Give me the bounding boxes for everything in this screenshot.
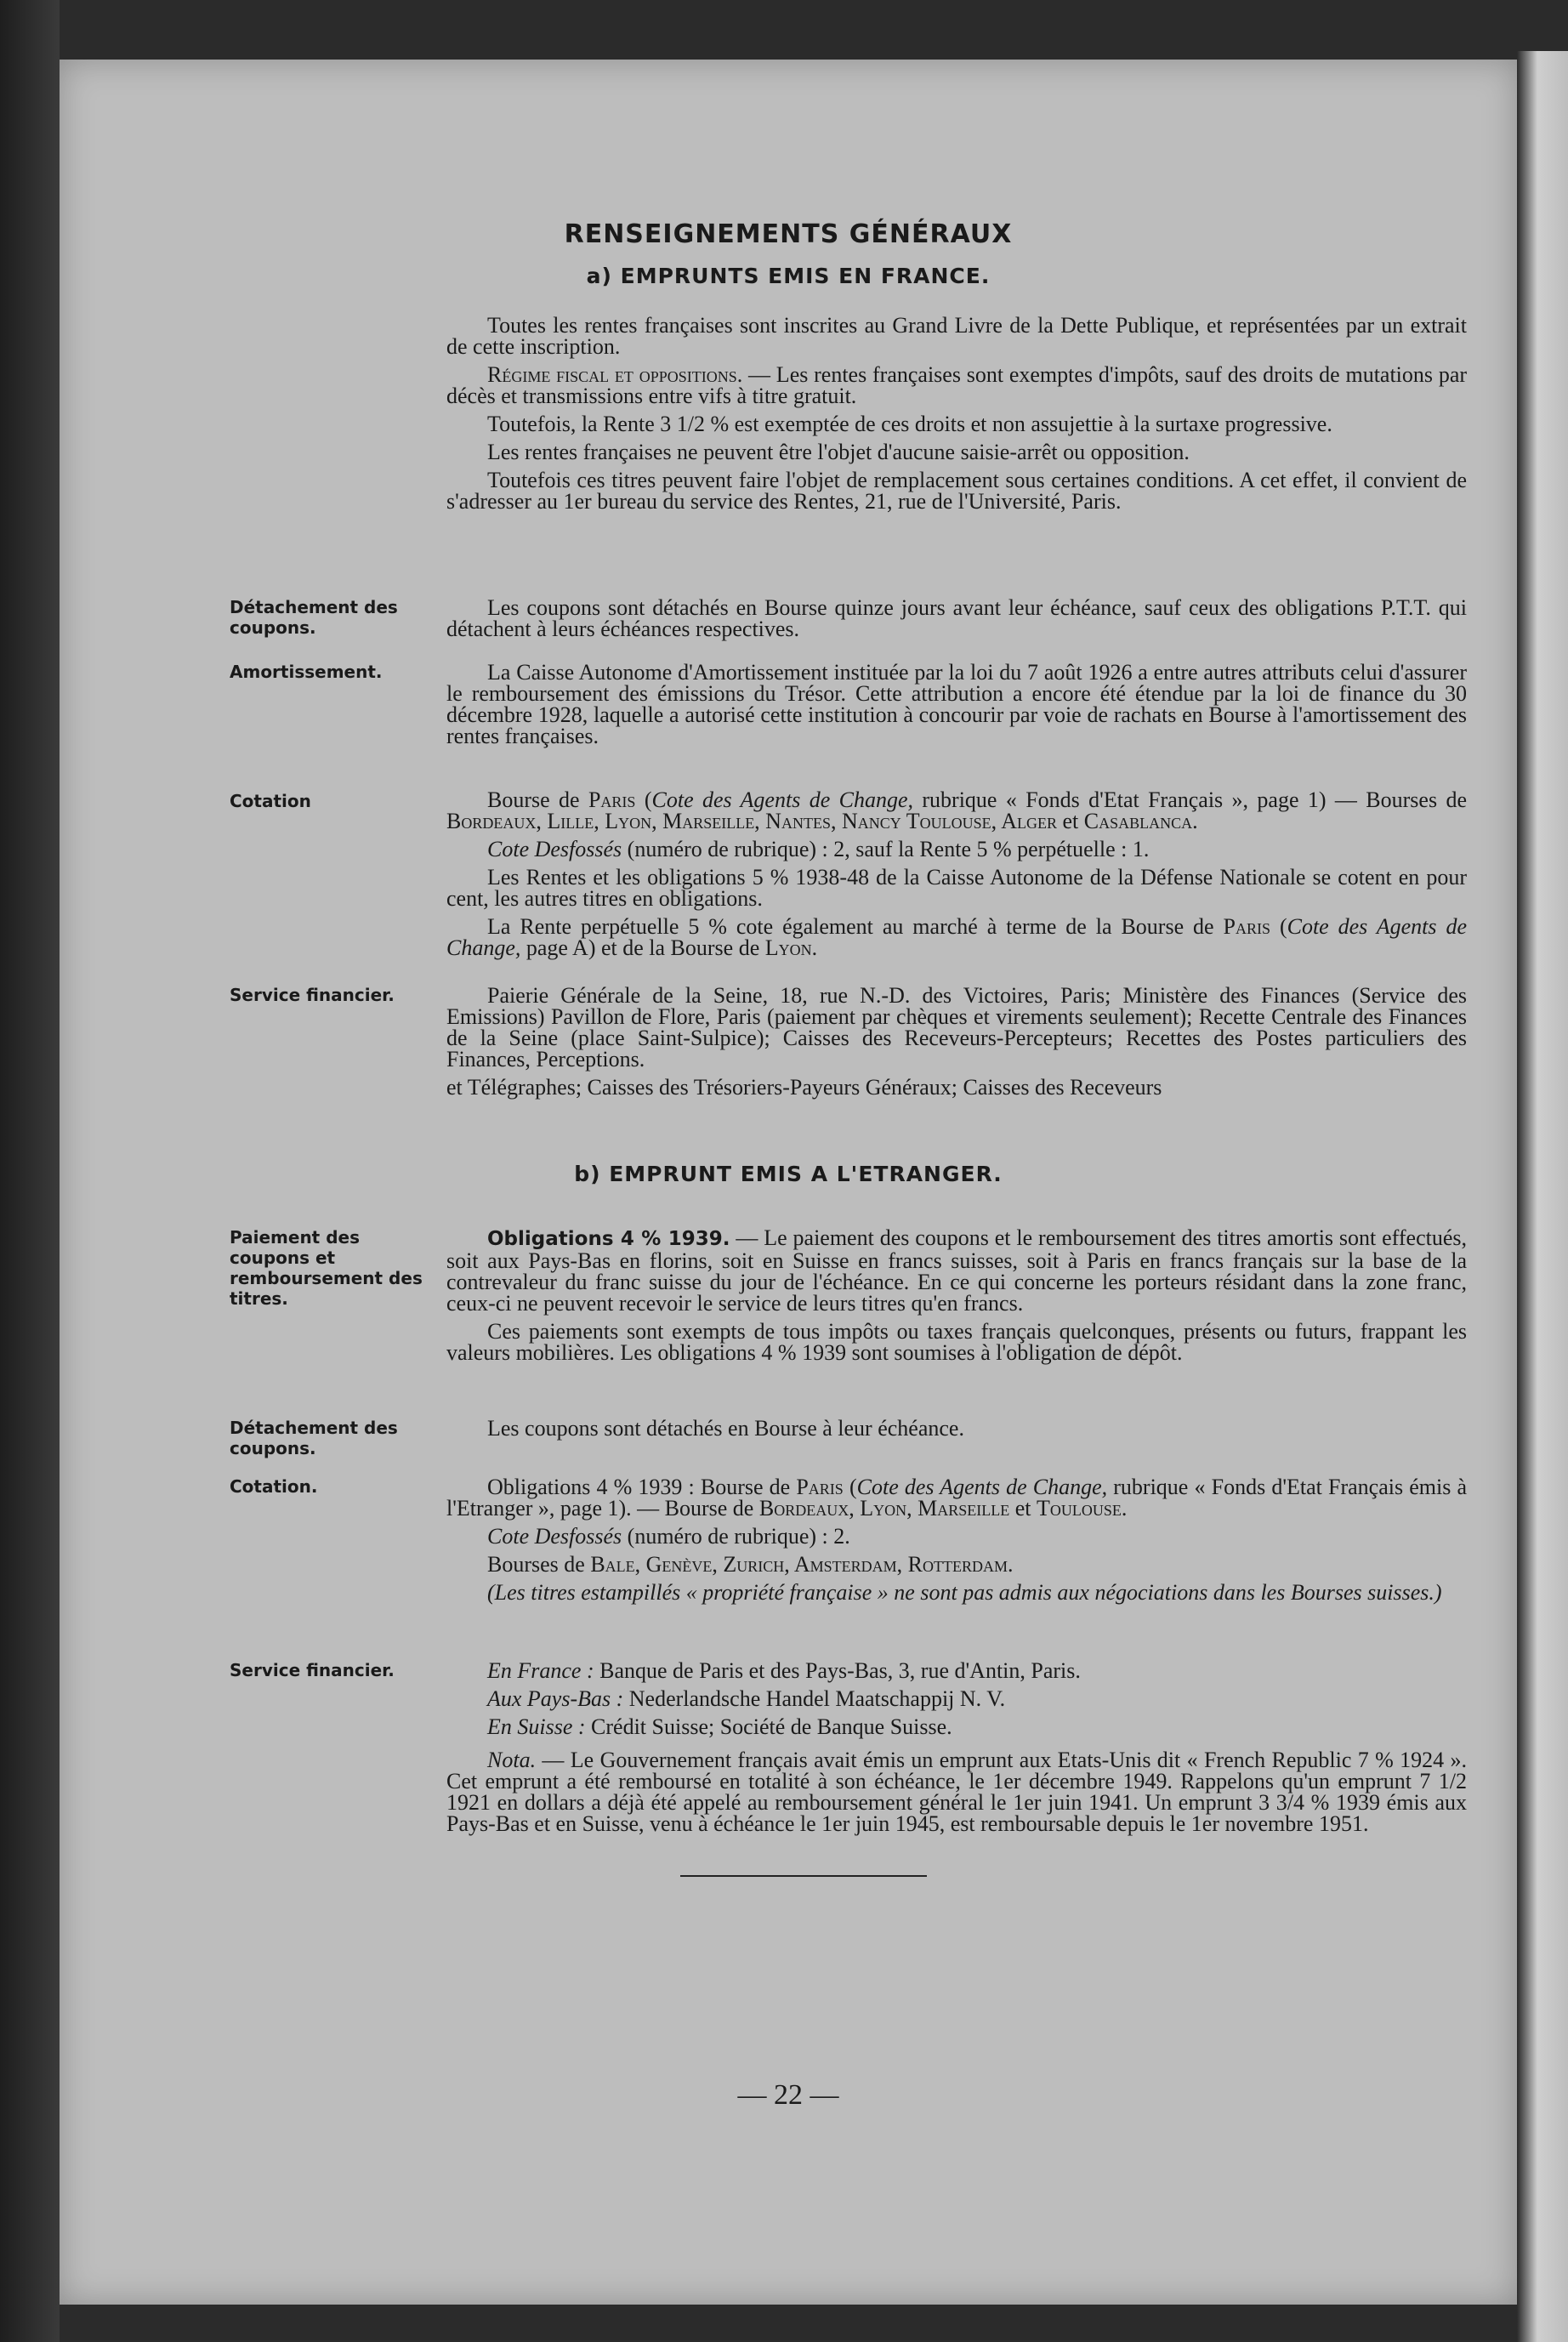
service-b-line-2: Aux Pays-Bas : Nederlandsche Handel Maatschappij N. V.: [487, 1686, 1006, 1711]
paiement-block: [446, 1227, 1467, 1370]
document-page: [60, 60, 1517, 2305]
paiement-title: Obligations 4 % 1939.: [487, 1228, 730, 1250]
regime-label: Régime fiscal et oppositions.: [487, 362, 743, 387]
detachement-a-paragraph: Les coupons sont détachés en Bourse quinze jours avant leur échéance, sauf ceux des obligations P.T.T. qui détachent à leurs échéances respectives.: [446, 595, 1467, 641]
side-label-cotation-a: Cotation: [230, 791, 311, 811]
service-b-line-3: En Suisse : Crédit Suisse; Société de Banque Suisse.: [487, 1714, 952, 1739]
section-b-heading: b) EMPRUNT EMIS A L'ETRANGER.: [574, 1162, 1003, 1186]
toutefois-paragraph-1: Toutefois, la Rente 3 1/2 % est exemptée de ces droits et non assujettie à la surtaxe progressive.: [487, 412, 1332, 436]
detachement-a-block: [446, 597, 1467, 646]
paiement-paragraph-1: Obligations 4 % 1939. — Le paiement des coupons et le remboursement des titres amortis sont effectués, soit aux Pays-Bas en florins, soit en Suisse en francs suisses, soit à Paris en francs français sur la base de la contrevaleur du franc suisse du jour de l'échéance. En ce qui concerne les porteurs résidant dans la zone franc, ceux-ci ne peuvent recevoir le service de leurs titres qu'en francs.: [446, 1225, 1467, 1316]
service-b-line-1: En France : Banque de Paris et des Pays-Bas, 3, rue d'Antin, Paris.: [487, 1658, 1081, 1683]
cotation-a-paragraph-3: Les Rentes et les obligations 5 % 1938-48 de la Caisse Autonome de la Défense Nationale se cotent en pour cent, les autres titres en obligations.: [446, 865, 1467, 911]
service-a-paragraph: Paierie Générale de la Seine, 18, rue N.-D. des Victoires, Paris; Ministère des Finances (Service des Emissions) Pavillon de Flore, Paris (paiement par chèques et virements seulement); Recette Centrale des Finances de la Seine (place Saint-Sulpice); Caisses des Receveurs-Percepteurs; Recettes des Postes particuliers des Finances, Perceptions.: [446, 983, 1467, 1072]
cotation-b-paragraph-4: (Les titres estampillés « propriété française » ne sont pas admis aux négociations dans les Bourses suisses.): [487, 1580, 1442, 1605]
cotation-b-block: [446, 1476, 1467, 1610]
scan-edge: [0, 0, 60, 2342]
side-label-paiement: Paiement des coupons et remboursement des titres.: [230, 1227, 423, 1309]
service-a-paragraph-2: et Télégraphes; Caisses des Trésoriers-Payeurs Généraux; Caisses des Receveurs: [446, 1075, 1162, 1100]
regime-paragraph: [446, 364, 1467, 406]
paiement-paragraph-2: Ces paiements sont exempts de tous impôts ou taxes français quelconques, présents ou futurs, frappant les valeurs mobilières. Les obligations 4 % 1939 sont soumises à l'obligation de dépôt.: [446, 1319, 1467, 1365]
cotation-a-paragraph-4: La Rente perpétuelle 5 % cote également au marché à terme de la Bourse de Paris (Cote des Agents de Change, page A) et de la Bourse de Lyon.: [446, 914, 1467, 960]
page-curl-edge: [1517, 51, 1568, 2342]
cotation-b-paragraph-1: Obligations 4 % 1939 : Bourse de Paris (Cote des Agents de Change, rubrique « Fonds d'Etat Français émis à l'Etranger », page 1). — Bourse de Bordeaux, Lyon, Marseille et Toulouse.: [446, 1475, 1467, 1521]
regime-text: — Les rentes françaises sont exemptes d'impôts, sauf des droits de mutations par décès et transmissions entre vifs à titre gratuit.: [446, 362, 1468, 408]
section-a-intro-block: [446, 315, 1467, 519]
section-divider: [680, 1875, 927, 1877]
page-number: — 22 —: [737, 2079, 839, 2111]
side-label-amortissement: Amortissement.: [230, 662, 383, 682]
detachement-b-block: [446, 1418, 1467, 1446]
detachement-b-paragraph: Les coupons sont détachés en Bourse à leur échéance.: [487, 1416, 964, 1441]
cotation-a-paragraph-2: Cote Desfossés (numéro de rubrique) : 2, sauf la Rente 5 % perpétuelle : 1.: [487, 837, 1150, 861]
side-label-cotation-b: Cotation.: [230, 1476, 318, 1497]
amortissement-block: [446, 662, 1467, 753]
service-b-block: [446, 1660, 1467, 1841]
service-a-block: [446, 985, 1467, 1105]
toutefois-paragraph-2: Toutefois ces titres peuvent faire l'objet de remplacement sous certaines conditions. A cet effet, il convient de s'adresser au 1er bureau du service des Rentes, 21, rue de l'Université, Paris.: [446, 468, 1467, 514]
side-label-detachement-b: Détachement des coupons.: [230, 1418, 398, 1458]
side-label-detachement-a: Détachement des coupons.: [230, 597, 398, 638]
cotation-b-paragraph-2: Cote Desfossés (numéro de rubrique) : 2.: [487, 1524, 850, 1549]
nota-paragraph: Nota. — Le Gouvernement français avait émis un emprunt aux Etats-Unis dit « French Republic 7 % 1924 ». Cet emprunt a été remboursé en totalité à son échéance, le 1er décembre 1949. Rappelons qu'un emprunt 7 1/2 1921 en dollars a déjà été appelé au remboursement général le 1er juin 1941. Un emprunt 3 3/4 % 1939 émis aux Pays-Bas et en Suisse, venu à échéance le 1er juin 1945, est remboursable depuis le 1er novembre 1951.: [446, 1748, 1467, 1836]
amortissement-paragraph: La Caisse Autonome d'Amortissement instituée par la loi du 7 août 1926 a entre autres attributs celui d'assurer le remboursement des émissions du Trésor. Cette attribution a encore été étendue par la loi de finance du 30 décembre 1928, laquelle a autorisé cette institution à concourir par voie de rachats en Bourse à l'amortissement des rentes françaises.: [446, 660, 1467, 748]
intro-paragraph: Toutes les rentes françaises sont inscrites au Grand Livre de la Dette Publique, et représentées par un extrait de cette inscription.: [446, 313, 1467, 359]
side-label-service-a: Service financier.: [230, 985, 395, 1005]
cotation-a-block: [446, 789, 1467, 965]
page-title: RENSEIGNEMENTS GÉNÉRAUX: [564, 219, 1013, 249]
side-label-service-b: Service financier.: [230, 1660, 395, 1680]
section-a-heading: a) EMPRUNTS EMIS EN FRANCE.: [586, 264, 991, 288]
cotation-b-paragraph-3: Bourses de Bale, Genève, Zurich, Amsterdam, Rotterdam.: [487, 1552, 1014, 1577]
saisie-paragraph: Les rentes françaises ne peuvent être l'objet d'aucune saisie-arrêt ou opposition.: [487, 440, 1190, 464]
cotation-a-paragraph-1: Bourse de Paris (Cote des Agents de Change, rubrique « Fonds d'Etat Français », page 1) — Bourses de Bordeaux, Lille, Lyon, Marseille, Nantes, Nancy Toulouse, Alger et Casablanca.: [446, 787, 1468, 833]
